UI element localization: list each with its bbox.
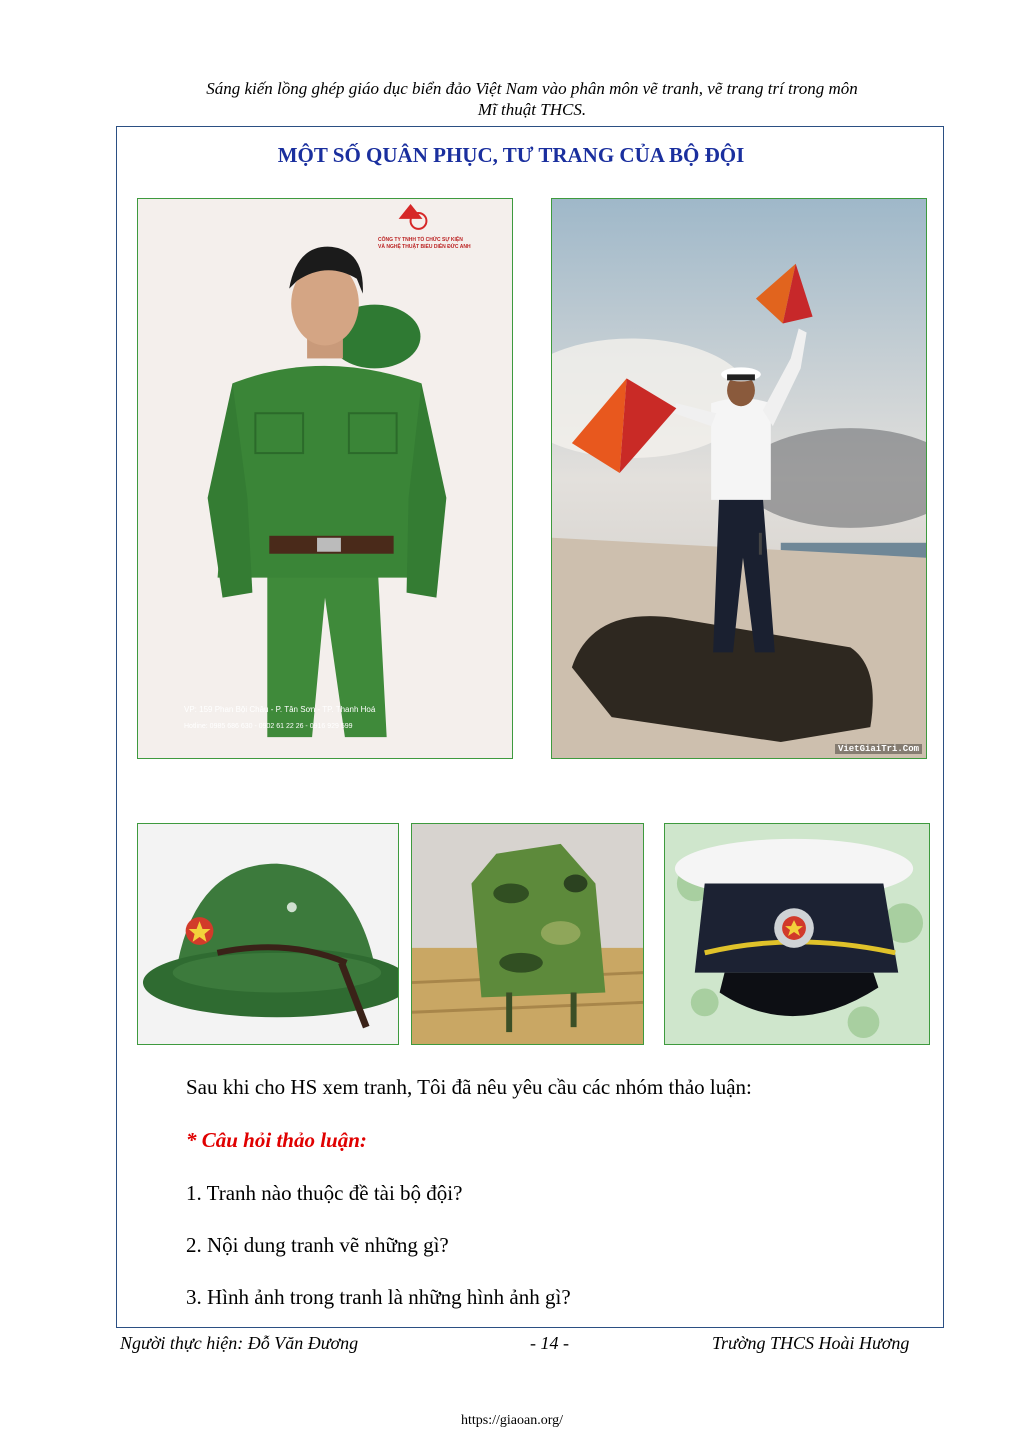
photo-camo-backpack (411, 823, 644, 1045)
sailor-illustration (552, 199, 926, 758)
question-1: 1. Tranh nào thuộc đề tài bộ đội? (186, 1181, 463, 1205)
soldier-photo-hotline: Hotline: 0985 686 630 - 0902 61 22 26 - 0916 929 599 (184, 723, 353, 730)
logo-company-line2: VÀ NGHỆ THUẬT BIỂU DIỄN ĐỨC ANH (378, 244, 471, 250)
photo-sailor-flags (551, 198, 927, 759)
soldier-illustration (138, 199, 512, 758)
logo-company-line1: CÔNG TY TNHH TỔ CHỨC SỰ KIỆN (378, 237, 463, 243)
header-line-1: Sáng kiến lồng ghép giáo dục biển đảo Việt Nam vào phân môn vẽ tranh, vẽ trang trí trong môn (206, 79, 858, 98)
source-url[interactable]: https://giaoan.org/ (460, 1413, 563, 1428)
footer-school: Trường THCS Hoài Hương (712, 1333, 910, 1353)
page-header (100, 78, 964, 120)
header-line-2: Mĩ thuật THCS. (477, 100, 587, 119)
sailor-photo-watermark: VietGiaiTri.Com (835, 744, 922, 754)
section-title: MỘT SỐ QUÂN PHỤC, TƯ TRANG CỦA BỘ ĐỘI (277, 143, 745, 167)
discussion-question-title: * Câu hỏi thảo luận: (186, 1128, 367, 1152)
intro-paragraph: Sau khi cho HS xem tranh, Tôi đã nêu yêu cầu các nhóm thảo luận: (186, 1075, 752, 1099)
footer-author: Người thực hiện: Đỗ Văn Đương (120, 1333, 359, 1353)
question-3: 3. Hình ảnh trong tranh là những hình ảnh gì? (186, 1285, 571, 1309)
pith-helmet-illustration (138, 824, 398, 1044)
photo-pith-helmet (137, 823, 399, 1045)
photo-soldier-uniform (137, 198, 513, 759)
photo-navy-cap (664, 823, 930, 1045)
footer-page-number: - 14 - (530, 1333, 569, 1353)
navy-cap-illustration (665, 824, 929, 1044)
soldier-photo-address: VP: 159 Phan Bội Châu - P. Tân Sơn - TP. Thanh Hoá (184, 705, 376, 714)
backpack-illustration (412, 824, 643, 1044)
question-2: 2. Nội dung tranh vẽ những gì? (186, 1233, 449, 1257)
